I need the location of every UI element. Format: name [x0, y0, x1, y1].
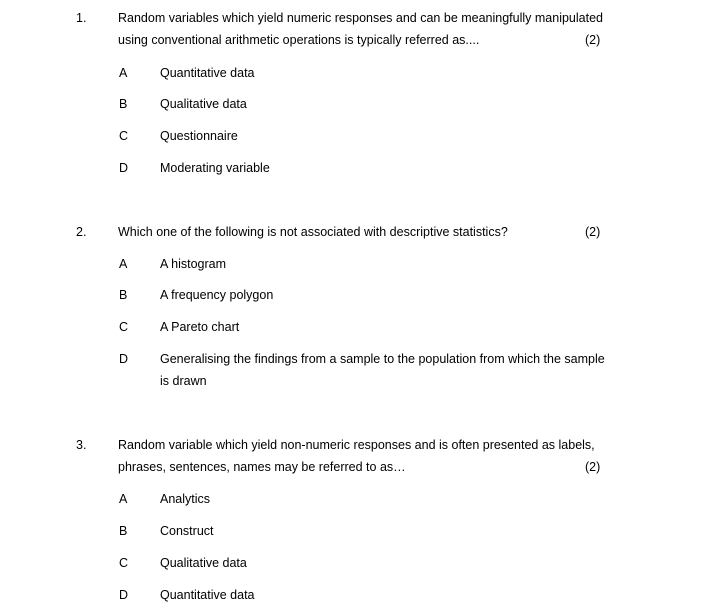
option-text: Analytics [160, 492, 211, 506]
option-letter: A [119, 492, 128, 506]
option-text: Construct [160, 524, 214, 538]
option-text: Quantitative data [160, 66, 255, 80]
question-text-line2: phrases, sentences, names may be referred to as… [118, 460, 406, 474]
option-letter: D [119, 352, 129, 366]
option-text-line1: Generalising the findings from a sample to the population from which the sample [160, 352, 605, 366]
option-letter: B [119, 524, 128, 538]
option-text: Moderating variable [160, 161, 270, 175]
option-letter: D [119, 161, 129, 175]
question-text-line1: Random variables which yield numeric responses and can be meaningfully manipulated [118, 11, 603, 25]
option-text-line2: is drawn [160, 374, 207, 388]
question-marks: (2) [585, 225, 601, 239]
option-letter: A [119, 257, 128, 271]
option-letter: B [119, 97, 128, 111]
question-text-line1: Which one of the following is not associated with descriptive statistics? [118, 225, 508, 239]
question-number: 3. [76, 438, 87, 452]
option-letter: A [119, 66, 128, 80]
question-marks: (2) [585, 33, 601, 47]
question-marks: (2) [585, 460, 601, 474]
option-letter: D [119, 588, 129, 602]
option-letter: C [119, 556, 129, 570]
option-letter: C [119, 320, 129, 334]
question-number: 2. [76, 225, 87, 239]
option-letter: C [119, 129, 129, 143]
question-text-line2: using conventional arithmetic operations is typically referred as.... [118, 33, 480, 47]
option-text: Questionnaire [160, 129, 238, 143]
option-text: A histogram [160, 257, 227, 271]
question-number: 1. [76, 11, 87, 25]
option-letter: B [119, 288, 128, 302]
option-text: Quantitative data [160, 588, 255, 602]
option-text: Qualitative data [160, 556, 247, 570]
question-text-line1: Random variable which yield non-numeric responses and is often presented as labels, [118, 438, 595, 452]
option-text: Qualitative data [160, 97, 247, 111]
option-text: A frequency polygon [160, 288, 274, 302]
option-text: A Pareto chart [160, 320, 240, 334]
